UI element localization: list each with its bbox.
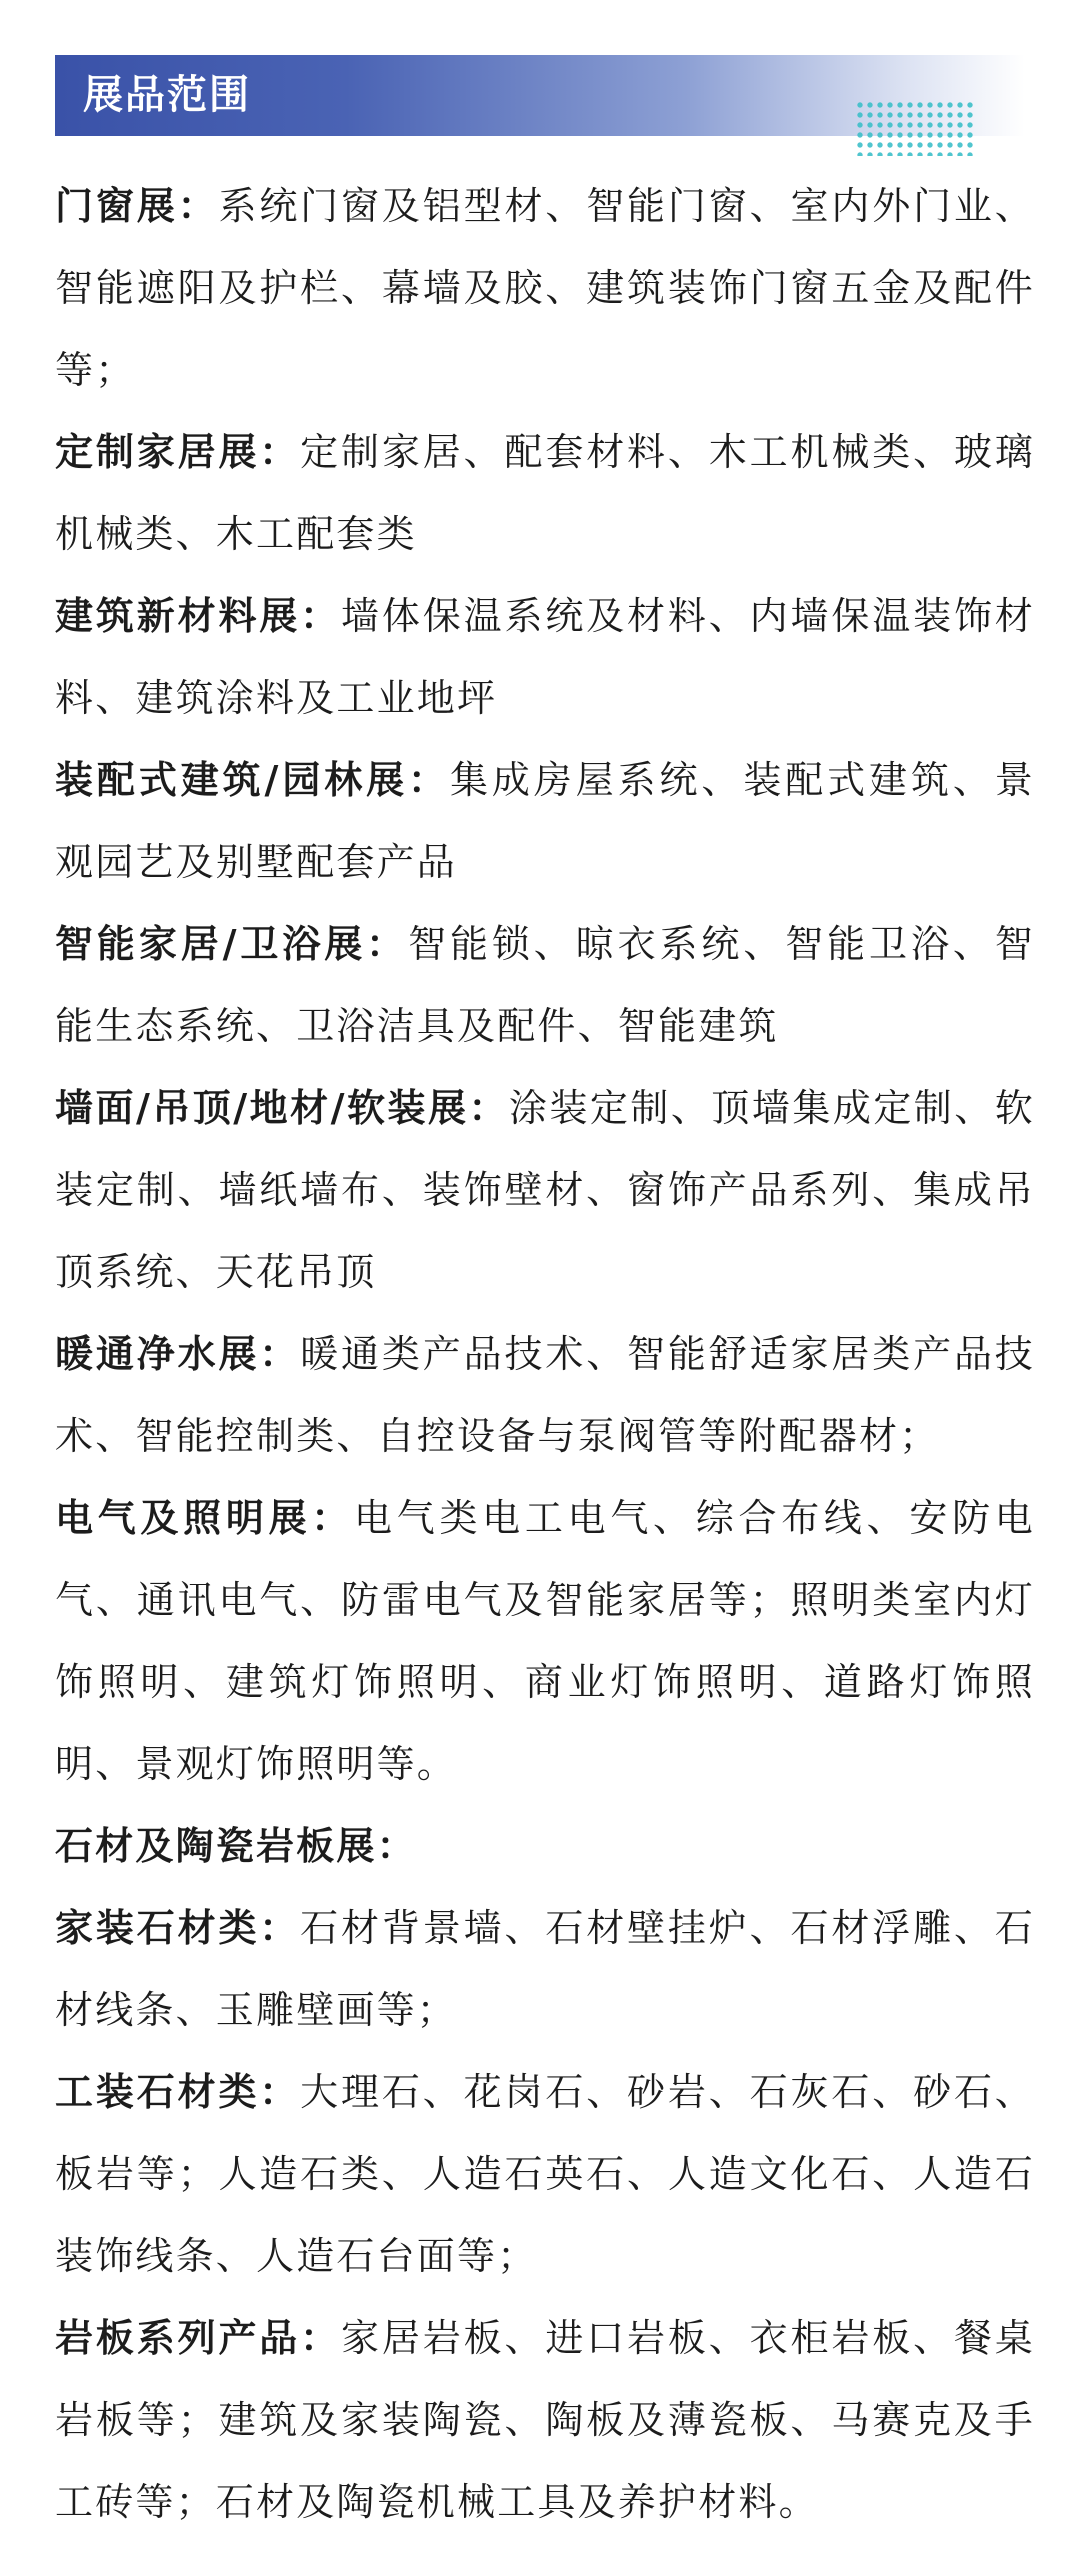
- exhibit-item-label: 家装石材类：: [55, 1906, 301, 1950]
- exhibit-item-smart-home-bath: [55, 903, 1035, 1067]
- exhibit-item-hvac-water: [55, 1313, 1035, 1477]
- exhibit-item-text: 暖通类产品技术、智能舒适家居类产品技术、智能控制类、自控设备与泵阀管等附配器材；: [55, 1332, 1035, 1458]
- exhibit-item-custom-home: [55, 411, 1035, 575]
- exhibit-item-text: 大理石、花岗石、砂岩、石灰石、砂石、板岩等；人造石类、人造石英石、人造文化石、人造石装饰线条、人造石台面等；: [55, 2070, 1035, 2278]
- exhibit-item-label: 门窗展：: [55, 184, 219, 228]
- decorative-dot-grid: [855, 100, 973, 156]
- exhibit-item-label: 定制家居展：: [55, 430, 301, 474]
- exhibit-item-text: 智能锁、晾衣系统、智能卫浴、智能生态系统、卫浴洁具及配件、智能建筑: [55, 922, 1035, 1048]
- exhibit-item-text: 涂装定制、顶墙集成定制、软装定制、墙纸墙布、装饰壁材、窗饰产品系列、集成吊顶系统、天花吊顶: [55, 1086, 1035, 1294]
- exhibit-item-label: 工装石材类：: [55, 2070, 301, 2114]
- exhibit-item-text: 定制家居、配套材料、木工机械类、玻璃机械类、木工配套类: [55, 430, 1035, 556]
- exhibit-item-label: 暖通净水展：: [55, 1332, 301, 1376]
- exhibit-item-text: 系统门窗及铝型材、智能门窗、室内外门业、智能遮阳及护栏、幕墙及胶、建筑装饰门窗五金及配件等；: [55, 184, 1035, 392]
- exhibit-item-label: 墙面/吊顶/地材/软装展：: [55, 1086, 509, 1130]
- exhibit-item-label: 岩板系列产品：: [55, 2316, 342, 2360]
- exhibit-item-prefab-garden: [55, 739, 1035, 903]
- exhibit-item-label: 智能家居/卫浴展：: [55, 922, 409, 966]
- exhibit-item-electrical-lighting: [55, 1477, 1035, 1805]
- exhibit-item-label: 电气及照明展：: [55, 1496, 355, 1540]
- exhibit-scope-content: [55, 165, 1035, 2543]
- exhibit-item-text: 墙体保温系统及材料、内墙保温装饰材料、建筑涂料及工业地坪: [55, 594, 1035, 720]
- exhibit-item-new-building-materials: [55, 575, 1035, 739]
- exhibit-item-label: 装配式建筑/园林展：: [55, 758, 450, 802]
- exhibit-item-text: 家居岩板、进口岩板、衣柜岩板、餐桌岩板等；建筑及家装陶瓷、陶板及薄瓷板、马赛克及手工砖等；石材及陶瓷机械工具及养护材料。: [55, 2316, 1035, 2524]
- exhibit-item-wall-ceiling-floor: [55, 1067, 1035, 1313]
- exhibit-item-label: 石材及陶瓷岩板展：: [55, 1824, 417, 1868]
- exhibit-item-slate-products: [55, 2297, 1035, 2543]
- exhibit-item-doors-windows: [55, 165, 1035, 411]
- exhibit-item-text: 石材背景墙、石材壁挂炉、石材浮雕、石材线条、玉雕壁画等；: [55, 1906, 1035, 2032]
- exhibit-item-home-stone: [55, 1887, 1035, 2051]
- section-title: 展品范围: [83, 72, 251, 118]
- exhibit-item-text: 集成房屋系统、装配式建筑、景观园艺及别墅配套产品: [55, 758, 1035, 884]
- exhibit-item-commercial-stone: [55, 2051, 1035, 2297]
- exhibit-item-stone-ceramic: [55, 1805, 1035, 1887]
- exhibit-item-label: 建筑新材料展：: [55, 594, 342, 638]
- exhibit-item-text: 电气类电工电气、综合布线、安防电气、通讯电气、防雷电气及智能家居等；照明类室内灯饰照明、建筑灯饰照明、商业灯饰照明、道路灯饰照明、景观灯饰照明等。: [55, 1496, 1035, 1786]
